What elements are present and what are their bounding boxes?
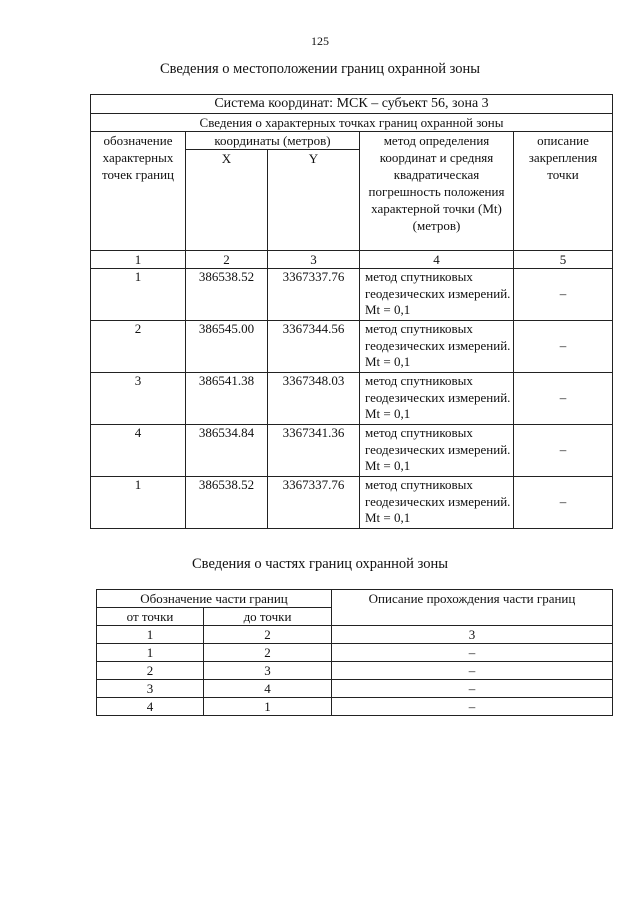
- column-number: 3: [332, 626, 613, 644]
- coordinate-system-header: Система координат: МСК – субъект 56, зона 3: [91, 95, 613, 114]
- to-point: 3: [204, 662, 332, 680]
- y-value: 3367348.03: [268, 373, 360, 425]
- method-value: метод спутниковых геодезических измерений. Mt = 0,1: [360, 373, 514, 425]
- from-point-header: от точки: [97, 608, 204, 626]
- method-header: метод определения координат и средняя квадратическая погрешность положения характерной точки (Mt) (метров): [360, 132, 514, 251]
- page-number: 125: [311, 34, 329, 48]
- table-row: [91, 373, 613, 425]
- column-number: 2: [204, 626, 332, 644]
- fixing-description: –: [514, 477, 613, 529]
- part-description-header: Описание прохождения части границ: [332, 590, 613, 626]
- y-value: 3367341.36: [268, 425, 360, 477]
- from-point: 4: [97, 698, 204, 716]
- part-description: –: [332, 644, 613, 662]
- to-point: 2: [204, 644, 332, 662]
- method-value: метод спутниковых геодезических измерений. Mt = 0,1: [360, 321, 514, 373]
- fixing-description: –: [514, 425, 613, 477]
- method-value: метод спутниковых геодезических измерений. Mt = 0,1: [360, 269, 514, 321]
- point-id: 1: [91, 269, 186, 321]
- characteristic-points-header: Сведения о характерных точках границ охранной зоны: [91, 114, 613, 132]
- y-header: Y: [268, 150, 360, 251]
- from-point: 3: [97, 680, 204, 698]
- to-point-header: до точки: [204, 608, 332, 626]
- part-description: –: [332, 698, 613, 716]
- column-number: 4: [360, 251, 514, 269]
- y-value: 3367337.76: [268, 269, 360, 321]
- table-row: [97, 644, 613, 662]
- x-value: 386545.00: [186, 321, 268, 373]
- fixing-description-header: описание закрепления точки: [514, 132, 613, 251]
- table-row: [97, 698, 613, 716]
- from-point: 1: [97, 644, 204, 662]
- fixing-description: –: [514, 373, 613, 425]
- column-number: 2: [186, 251, 268, 269]
- column-number: 5: [514, 251, 613, 269]
- column-number-row: [91, 251, 613, 269]
- table-row: [97, 662, 613, 680]
- column-number: 1: [91, 251, 186, 269]
- coordinates-table: [90, 94, 613, 529]
- from-point: 2: [97, 662, 204, 680]
- method-value: метод спутниковых геодезических измерений. Mt = 0,1: [360, 477, 514, 529]
- fixing-description: –: [514, 269, 613, 321]
- to-point: 4: [204, 680, 332, 698]
- x-header: X: [186, 150, 268, 251]
- to-point: 1: [204, 698, 332, 716]
- coordinates-header: координаты (метров): [186, 132, 360, 150]
- y-value: 3367344.56: [268, 321, 360, 373]
- x-value: 386538.52: [186, 477, 268, 529]
- x-value: 386541.38: [186, 373, 268, 425]
- table-row: [91, 425, 613, 477]
- column-number: 3: [268, 251, 360, 269]
- fixing-description: –: [514, 321, 613, 373]
- point-id: 2: [91, 321, 186, 373]
- table-row: [91, 269, 613, 321]
- part-description: –: [332, 680, 613, 698]
- column-number: 1: [97, 626, 204, 644]
- y-value: 3367337.76: [268, 477, 360, 529]
- x-value: 386534.84: [186, 425, 268, 477]
- table-row: [97, 680, 613, 698]
- point-designation-header: обозначение характерных точек границ: [91, 132, 186, 251]
- point-id: 3: [91, 373, 186, 425]
- x-value: 386538.52: [186, 269, 268, 321]
- table-row: [91, 321, 613, 373]
- parts-section-title: Сведения о частях границ охранной зоны: [192, 556, 448, 572]
- table-row: [91, 477, 613, 529]
- location-section-title: Сведения о местоположении границ охранной зоны: [159, 61, 480, 77]
- point-id: 1: [91, 477, 186, 529]
- part-description: –: [332, 662, 613, 680]
- method-value: метод спутниковых геодезических измерений. Mt = 0,1: [360, 425, 514, 477]
- part-designation-header: Обозначение части границ: [97, 590, 332, 608]
- boundary-parts-table: [96, 589, 613, 716]
- point-id: 4: [91, 425, 186, 477]
- column-number-row: [97, 626, 613, 644]
